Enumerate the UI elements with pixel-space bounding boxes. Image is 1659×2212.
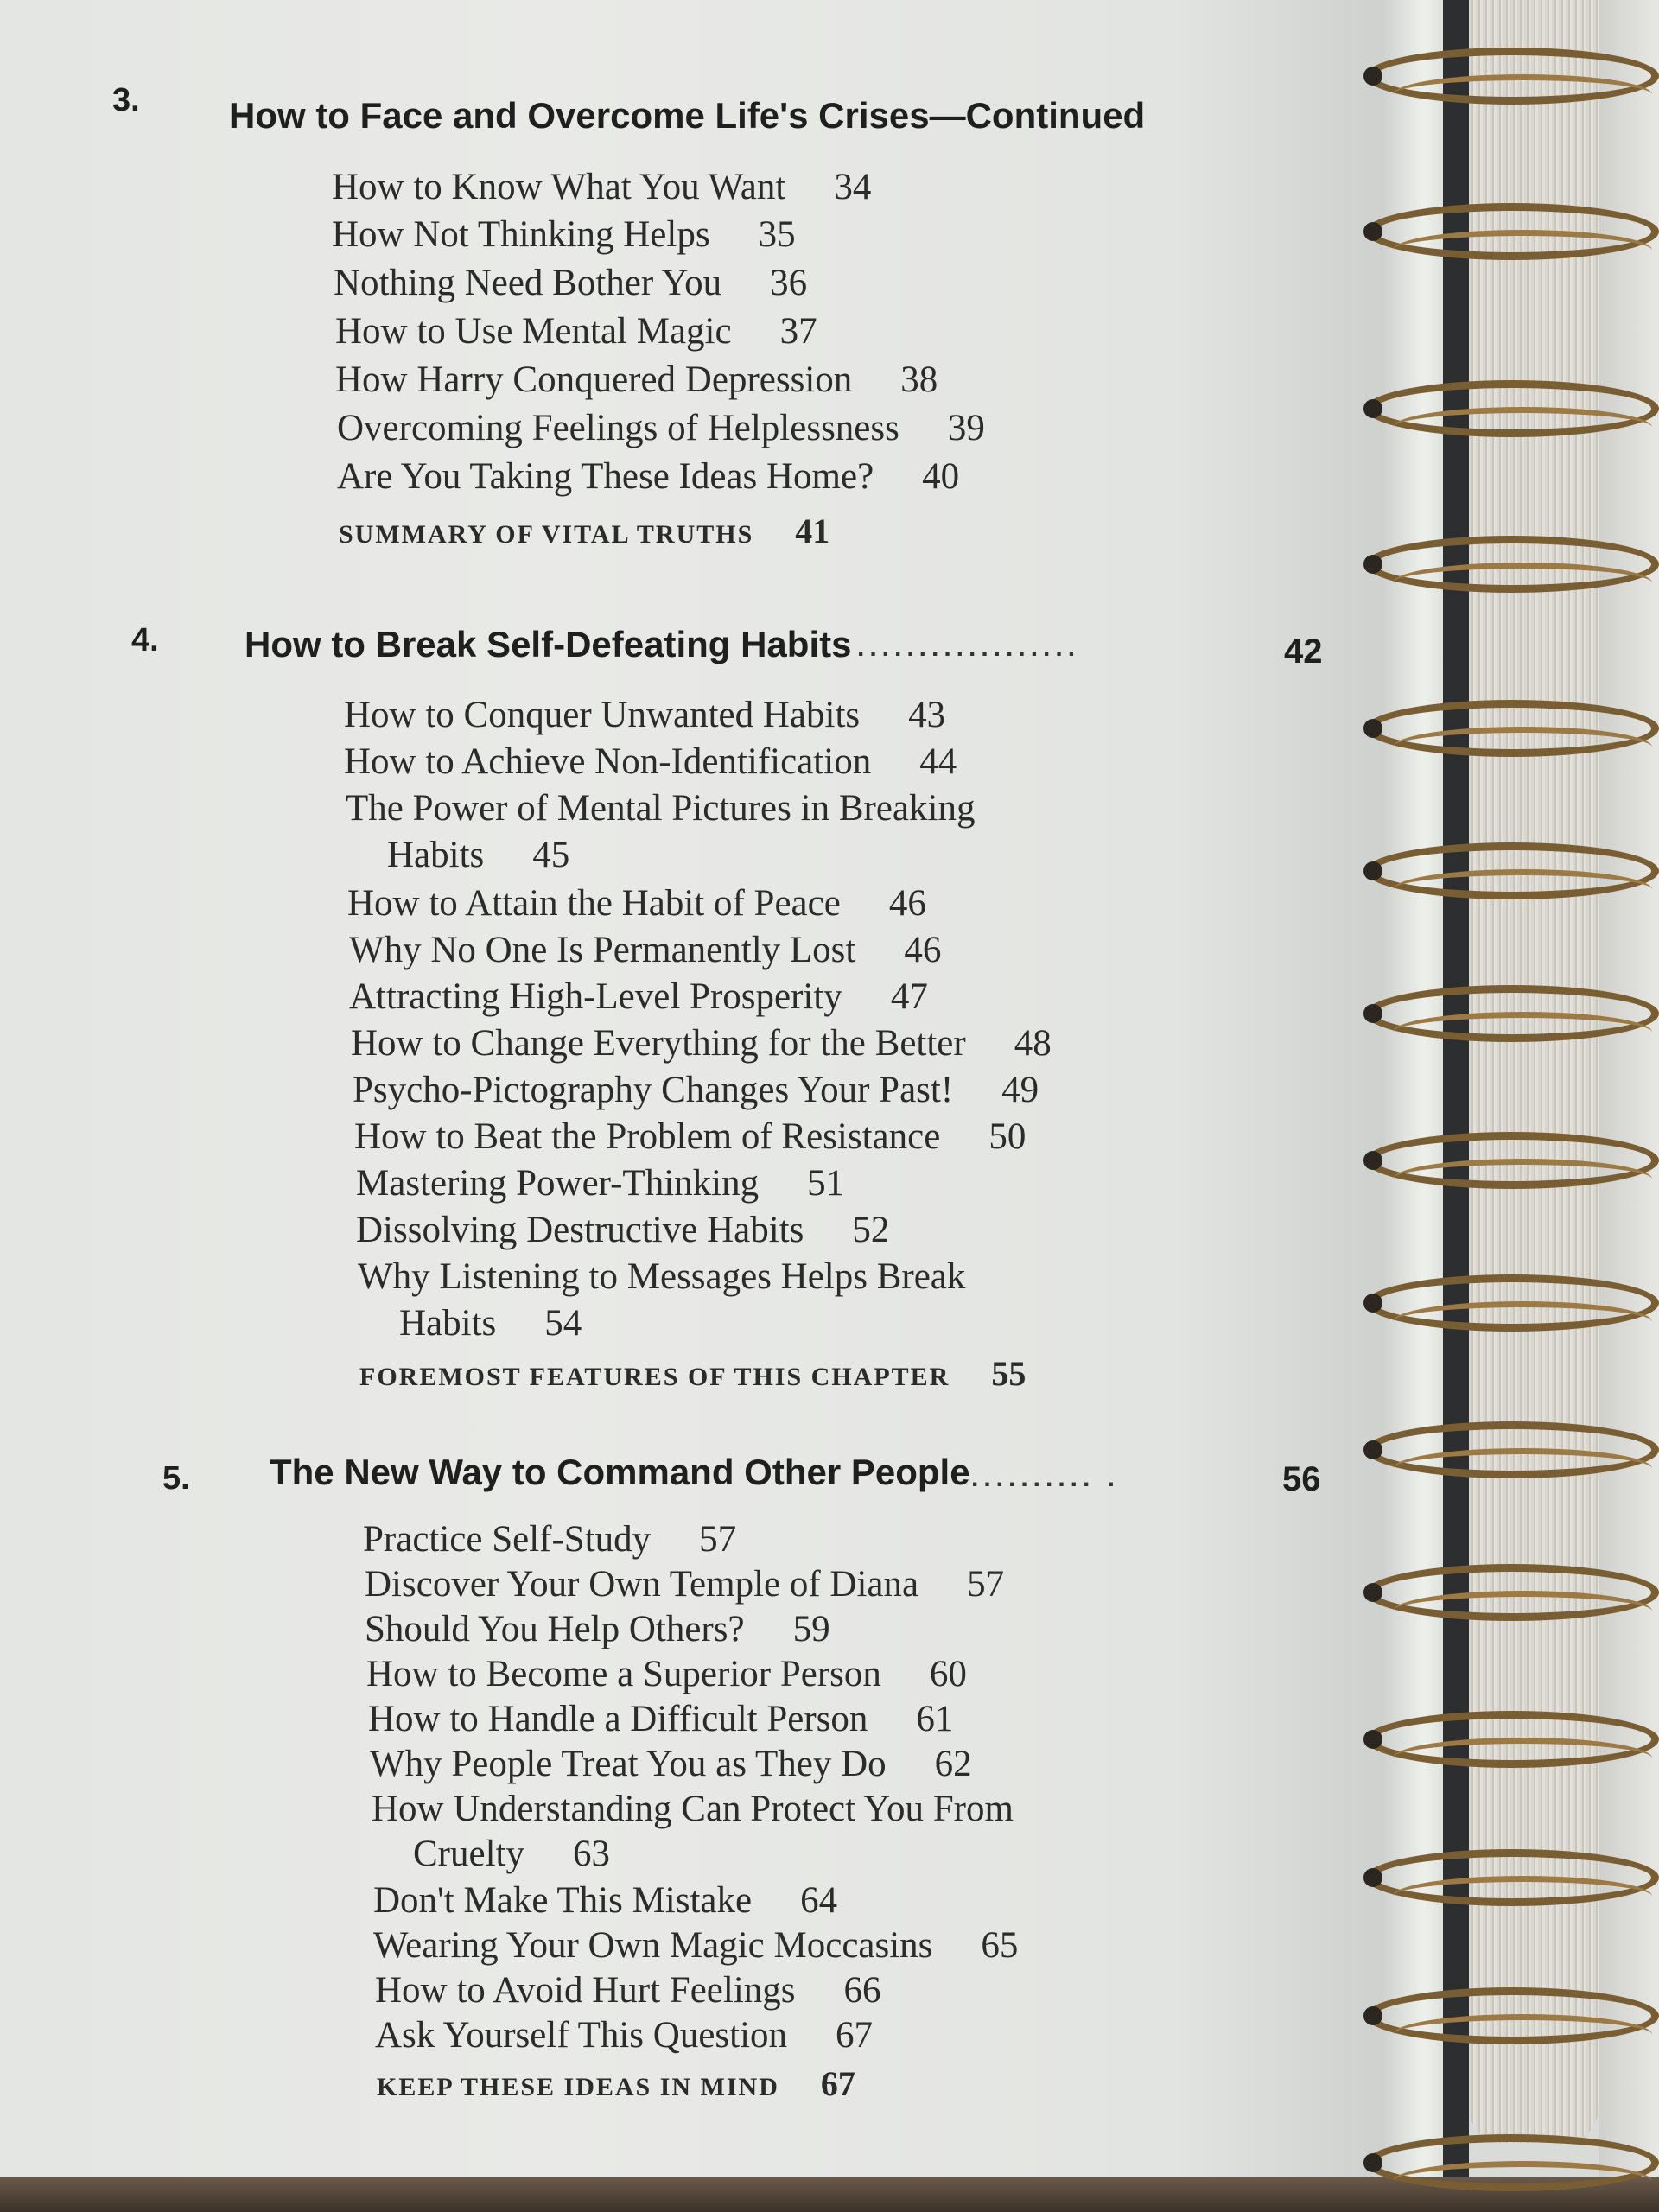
entry-title: How to Beat the Problem of Resistance xyxy=(354,1116,941,1157)
binding-hole xyxy=(1363,555,1382,574)
binding-ring xyxy=(1365,536,1659,593)
entry-title: How Understanding Can Protect You From xyxy=(372,1789,1014,1829)
toc-entry[interactable] xyxy=(375,1972,881,2009)
entry-page: 64 xyxy=(800,1880,838,1921)
chapter-number: 3. xyxy=(112,82,140,118)
binding-ring xyxy=(1365,700,1659,757)
entry-page: 55 xyxy=(991,1354,1027,1393)
binding-hole xyxy=(1363,2153,1382,2172)
toc-summary-entry[interactable] xyxy=(339,514,830,549)
entry-page: 44 xyxy=(919,741,957,782)
entry-page: 57 xyxy=(967,1564,1005,1605)
entry-page: 65 xyxy=(981,1925,1019,1966)
toc-entry[interactable] xyxy=(332,216,796,253)
entry-page: 54 xyxy=(544,1303,582,1344)
toc-entry[interactable] xyxy=(375,2017,873,2054)
entry-title: Attracting High-Level Prosperity xyxy=(349,976,842,1017)
entry-title: Should You Help Others? xyxy=(365,1609,745,1649)
chapter-title: The New Way to Command Other People xyxy=(270,1452,970,1492)
chapter-title: How to Face and Overcome Life's Crises—Continued xyxy=(229,95,1146,136)
toc-entry[interactable] xyxy=(353,1071,1039,1109)
binding-ring xyxy=(1365,1849,1659,1906)
toc-entry[interactable] xyxy=(344,696,945,734)
toc-entry[interactable] xyxy=(373,1927,1018,1964)
entry-page: 51 xyxy=(807,1163,845,1204)
entry-title: Wearing Your Own Magic Moccasins xyxy=(373,1925,933,1966)
entry-title: How to Change Everything for the Better xyxy=(351,1023,966,1064)
toc-entry[interactable] xyxy=(365,1611,830,1648)
toc-entry[interactable] xyxy=(346,790,1023,827)
entry-title: Why No One Is Permanently Lost xyxy=(349,930,856,970)
toc-entry-continuation[interactable] xyxy=(358,1305,582,1342)
entry-page: 35 xyxy=(758,214,796,255)
toc-entry[interactable] xyxy=(366,1656,967,1693)
binding-ring xyxy=(1365,1564,1659,1621)
entry-title: Habits xyxy=(399,1303,497,1344)
toc-entry[interactable] xyxy=(351,1025,1052,1062)
entry-title: The Power of Mental Pictures in Breaking xyxy=(346,788,976,829)
entry-title: How Harry Conquered Depression xyxy=(335,359,853,400)
entry-page: 59 xyxy=(792,1609,830,1649)
binding-ring xyxy=(1365,1987,1659,2044)
binding-ring xyxy=(1365,1711,1659,1768)
entry-page: 38 xyxy=(900,359,938,400)
chapter-number: 4. xyxy=(131,622,159,658)
entry-title: Discover Your Own Temple of Diana xyxy=(365,1564,919,1605)
entry-page: 46 xyxy=(888,883,926,924)
entry-page: 36 xyxy=(770,263,808,303)
entry-title: How to Become a Superior Person xyxy=(366,1654,881,1694)
binding-hole xyxy=(1363,719,1382,738)
binding-ring xyxy=(1365,1274,1659,1332)
entry-page: 50 xyxy=(988,1116,1027,1157)
entry-title: Habits xyxy=(387,835,485,875)
entry-title: Mastering Power-Thinking xyxy=(356,1163,760,1204)
dot-leader: .................. xyxy=(857,633,1081,662)
toc-summary-entry[interactable] xyxy=(377,2064,855,2103)
entry-page: 47 xyxy=(890,976,928,1017)
entry-title: How to Attain the Habit of Peace xyxy=(347,883,841,924)
binding-ring xyxy=(1365,1132,1659,1189)
binding-ring xyxy=(1365,2134,1659,2191)
toc-entry[interactable] xyxy=(368,1700,953,1738)
toc-entry[interactable] xyxy=(373,1882,837,1919)
chapter-page-number: 56 xyxy=(1282,1460,1321,1498)
entry-title: Why People Treat You as They Do xyxy=(370,1744,887,1784)
binding-ring xyxy=(1365,1421,1659,1478)
entry-title: How to Use Mental Magic xyxy=(335,311,732,352)
entry-title: How to Know What You Want xyxy=(332,167,786,207)
entry-page: 34 xyxy=(834,167,872,207)
entry-page: 43 xyxy=(908,695,946,735)
page-stack xyxy=(1469,0,1599,2143)
entry-page: 37 xyxy=(779,311,817,352)
chapter-page-number: 42 xyxy=(1284,632,1323,671)
toc-entry[interactable] xyxy=(337,410,985,447)
binding-hole xyxy=(1363,861,1382,880)
entry-title: Dissolving Destructive Habits xyxy=(356,1210,804,1250)
binding-ring xyxy=(1365,203,1659,260)
chapter-number: 5. xyxy=(162,1460,190,1497)
toc-entry[interactable] xyxy=(356,1211,889,1249)
toc-entry[interactable] xyxy=(337,458,959,495)
entry-title: How to Conquer Unwanted Habits xyxy=(344,695,861,735)
binding-hole xyxy=(1363,1151,1382,1170)
toc-entry[interactable] xyxy=(349,978,928,1015)
toc-entry[interactable] xyxy=(365,1566,1004,1603)
entry-page: 52 xyxy=(852,1210,890,1250)
toc-entry[interactable] xyxy=(358,1258,1014,1295)
entry-title: Are You Taking These Ideas Home? xyxy=(337,456,874,497)
entry-page: 45 xyxy=(532,835,570,875)
binding-hole xyxy=(1363,222,1382,241)
entry-title: Psycho-Pictography Changes Your Past! xyxy=(353,1070,954,1110)
entry-title: Practice Self-Study xyxy=(363,1519,652,1560)
entry-title: Overcoming Feelings of Helplessness xyxy=(337,408,899,448)
toc-entry-continuation[interactable] xyxy=(372,1835,610,1872)
entry-title: KEEP THESE IDEAS IN MIND xyxy=(377,2073,779,2101)
toc-entry[interactable] xyxy=(347,885,926,922)
toc-entry[interactable] xyxy=(335,313,817,350)
entry-page: 49 xyxy=(1001,1070,1039,1110)
entry-title: How to Avoid Hurt Feelings xyxy=(375,1970,796,2011)
toc-entry[interactable] xyxy=(354,1118,1026,1155)
toc-entry[interactable] xyxy=(332,168,871,206)
dot-leader: .......... . xyxy=(971,1464,1121,1492)
entry-page: 41 xyxy=(795,512,830,550)
toc-entry[interactable] xyxy=(372,1790,1062,1827)
toc-summary-entry[interactable] xyxy=(359,1354,1027,1393)
entry-page: 60 xyxy=(929,1654,967,1694)
toc-entry[interactable] xyxy=(363,1521,736,1558)
entry-title: Cruelty xyxy=(413,1834,524,1874)
binding-hole xyxy=(1363,1868,1382,1887)
entry-title: FOREMOST FEATURES OF THIS CHAPTER xyxy=(359,1363,950,1391)
entry-title: How Not Thinking Helps xyxy=(332,214,710,255)
toc-entry[interactable] xyxy=(335,361,938,398)
entry-page: 66 xyxy=(843,1970,881,2011)
entry-page: 57 xyxy=(699,1519,737,1560)
chapter-title: How to Break Self-Defeating Habits xyxy=(245,624,852,664)
entry-page: 62 xyxy=(934,1744,972,1784)
binding-hole xyxy=(1363,1004,1382,1023)
entry-title: Nothing Need Bother You xyxy=(334,263,722,303)
entry-page: 40 xyxy=(922,456,960,497)
binding-hole xyxy=(1363,2006,1382,2025)
binding-hole xyxy=(1363,1440,1382,1459)
binding-ring xyxy=(1365,985,1659,1042)
toc-entry[interactable] xyxy=(349,931,941,969)
binding-ring xyxy=(1365,48,1659,105)
toc-entry[interactable] xyxy=(334,264,807,302)
entry-page: 46 xyxy=(904,930,942,970)
toc-entry-continuation[interactable] xyxy=(346,836,569,874)
binding-hole xyxy=(1363,1294,1382,1313)
entry-page: 48 xyxy=(1014,1023,1052,1064)
toc-entry[interactable] xyxy=(356,1165,844,1202)
binding-hole xyxy=(1363,67,1382,86)
entry-title: Why Listening to Messages Helps Break xyxy=(358,1256,966,1297)
entry-page: 63 xyxy=(572,1834,610,1874)
toc-entry[interactable] xyxy=(344,743,957,780)
entry-title: How to Achieve Non-Identification xyxy=(344,741,872,782)
binding-ring xyxy=(1365,842,1659,899)
toc-entry[interactable] xyxy=(370,1745,972,1783)
binding-hole xyxy=(1363,1730,1382,1749)
binding-hole xyxy=(1363,399,1382,418)
entry-page: 67 xyxy=(820,2064,855,2103)
entry-title: How to Handle a Difficult Person xyxy=(368,1699,868,1739)
entry-page: 39 xyxy=(947,408,985,448)
entry-page: 67 xyxy=(836,2015,874,2056)
entry-title: Ask Yourself This Question xyxy=(375,2015,788,2056)
entry-page: 61 xyxy=(916,1699,954,1739)
binding-hole xyxy=(1363,1583,1382,1602)
entry-title: SUMMARY OF VITAL TRUTHS xyxy=(339,520,754,549)
binding-ring xyxy=(1365,380,1659,437)
entry-title: Don't Make This Mistake xyxy=(373,1880,753,1921)
